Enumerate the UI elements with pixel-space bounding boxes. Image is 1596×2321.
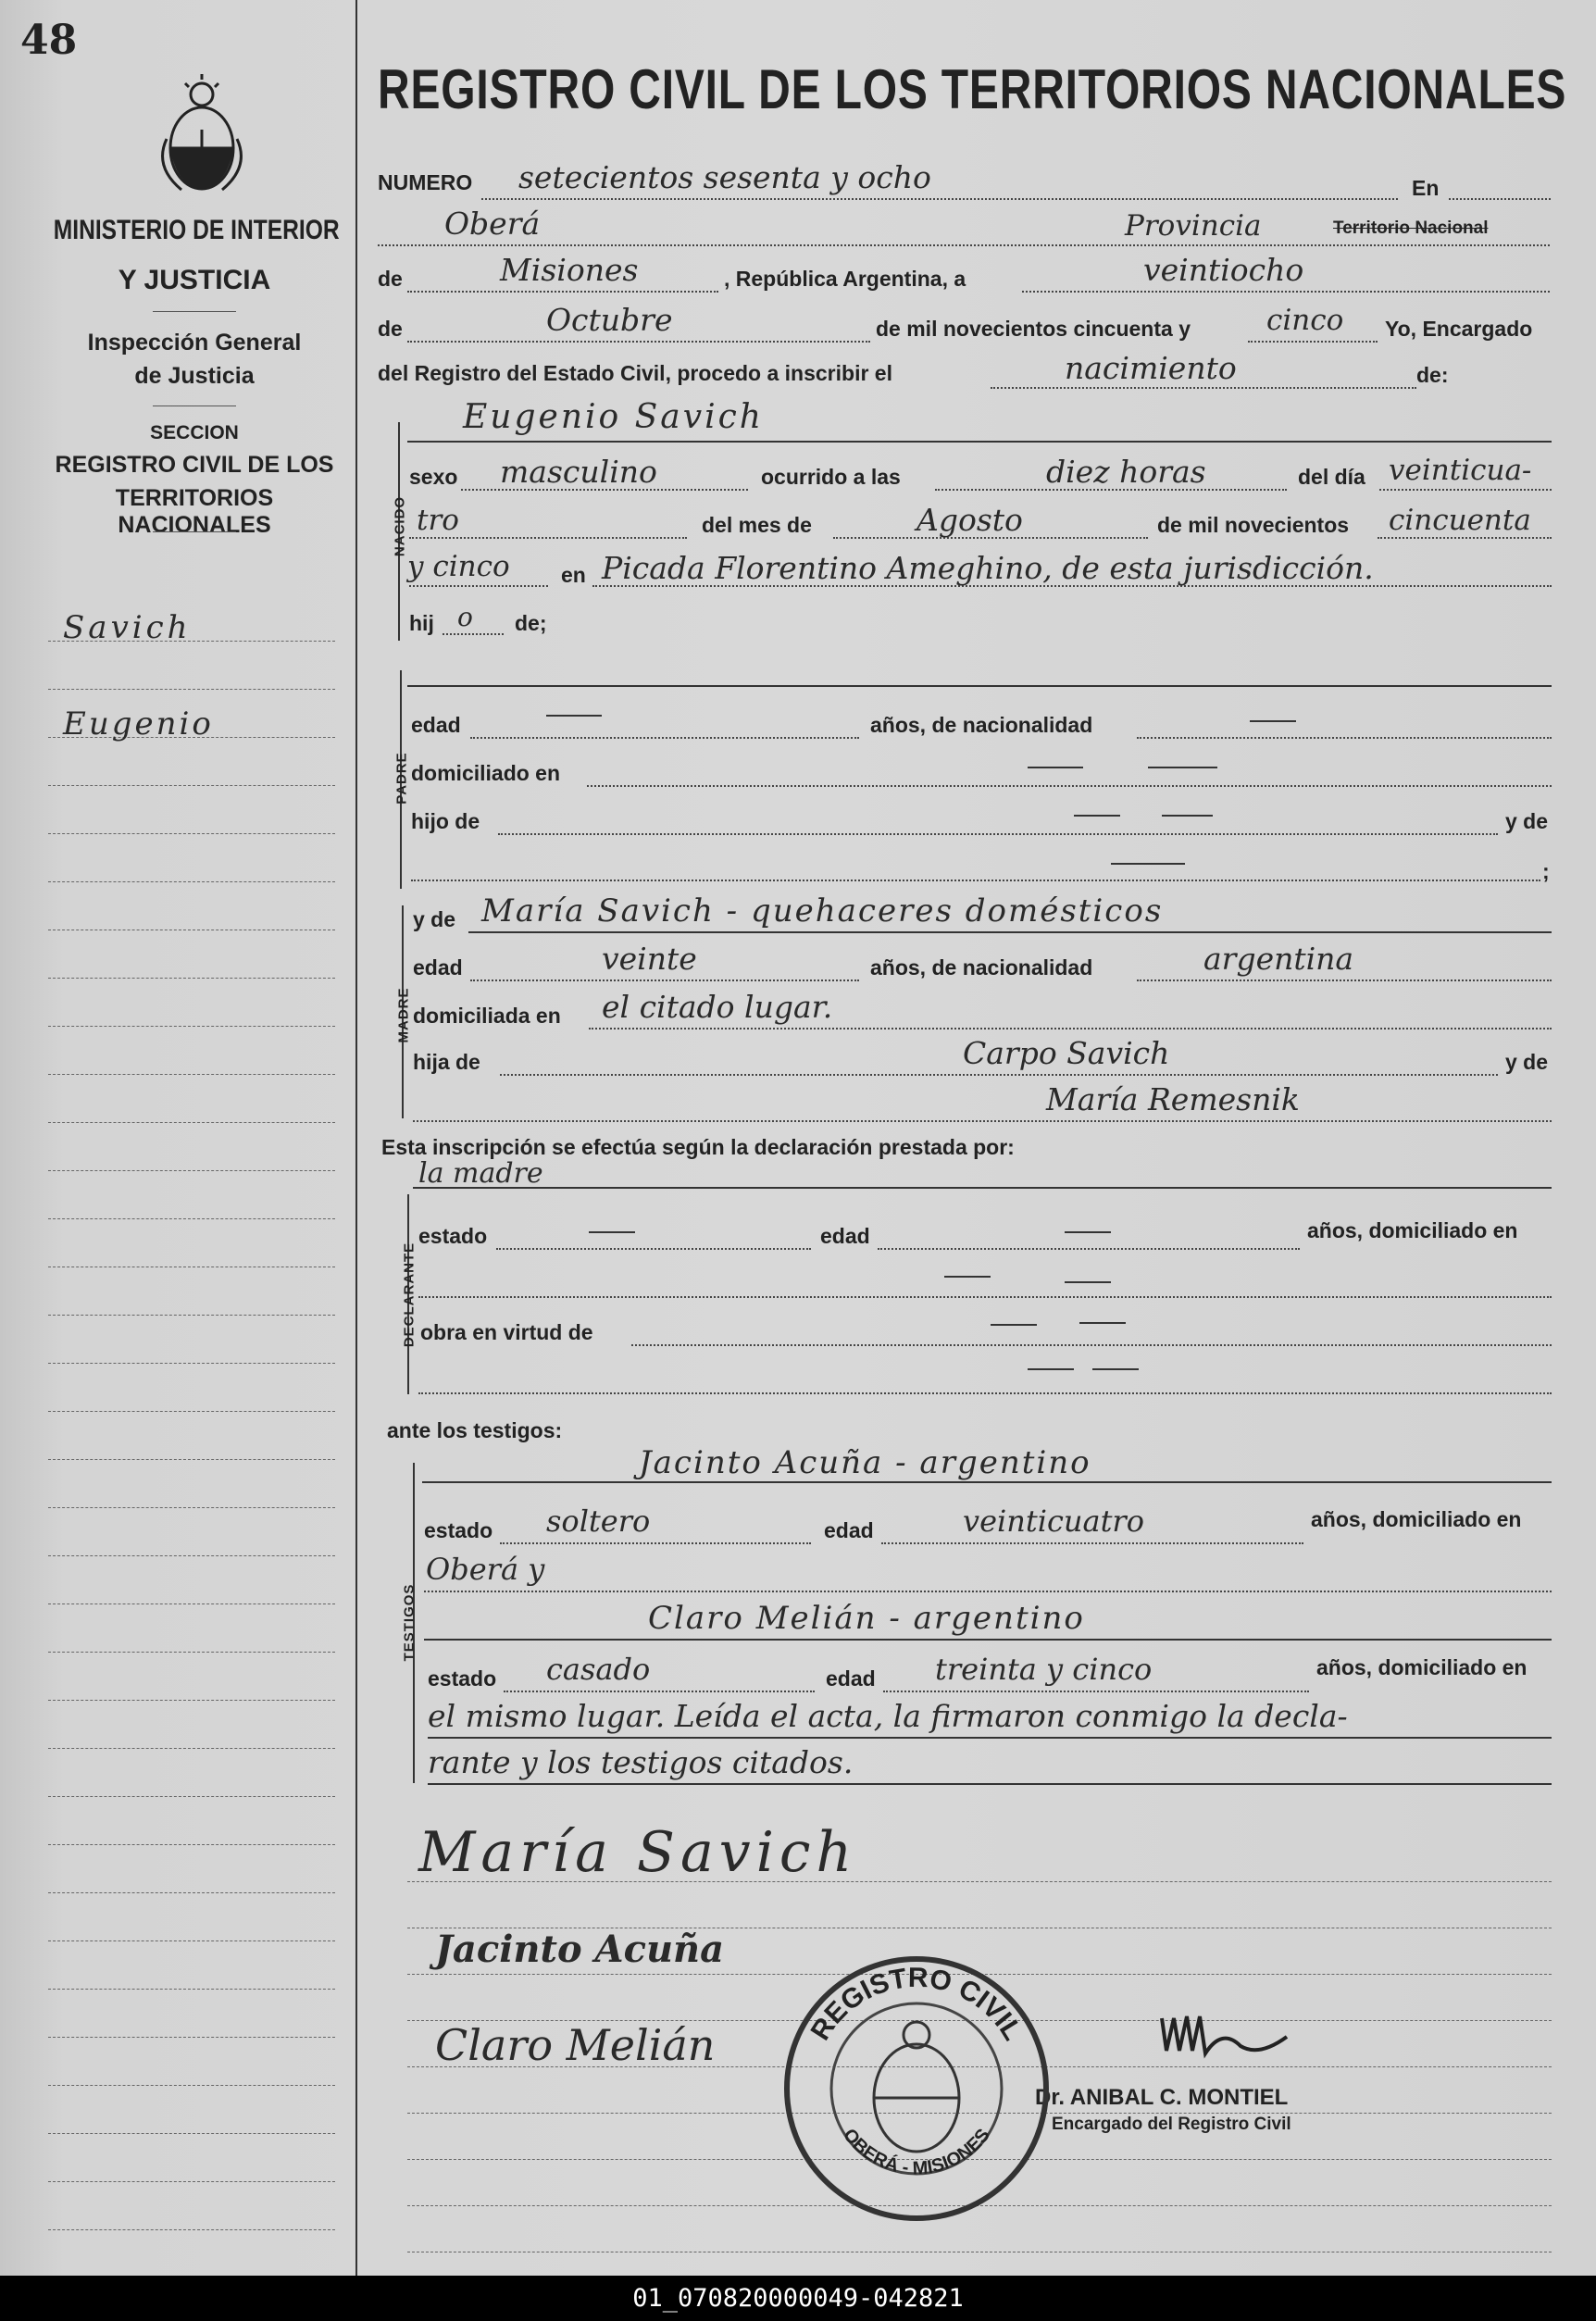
hij-handwritten: o xyxy=(457,602,473,632)
month-handwritten: Octubre xyxy=(546,302,673,338)
closing-handwritten: el mismo lugar. Leída el acta, la firmaron conmigo la decla- xyxy=(428,1698,1348,1734)
witness1-estado-handwritten: soltero xyxy=(546,1504,651,1539)
sexo-label: sexo xyxy=(409,465,458,489)
official-signature-icon xyxy=(1157,2000,1296,2065)
padre-y-de-label: y de xyxy=(1505,809,1549,833)
sexo-handwritten: masculino xyxy=(500,454,657,490)
ruled-line xyxy=(48,785,335,786)
mes-label: del mes de xyxy=(702,513,812,537)
territorio-struck: Territorio Nacional xyxy=(1333,218,1489,238)
declarante-anos-label: años, domiciliado en xyxy=(1307,1218,1518,1242)
en-label: en xyxy=(561,563,586,587)
testigos-intro: ante los testigos: xyxy=(387,1418,563,1442)
madre-y-de2-label: y de xyxy=(1505,1050,1549,1074)
ruled-line xyxy=(48,881,335,882)
year-handwritten-cont: y cinco xyxy=(407,550,510,583)
official-title: Encargado del Registro Civil xyxy=(1052,2115,1291,2134)
republica-label: , República Argentina, a xyxy=(724,267,966,291)
witness2-handwritten: Claro Melián - argentino xyxy=(648,1600,1085,1637)
ruled-line xyxy=(48,1218,335,1219)
seal-top-text: REGISTRO CIVIL xyxy=(804,1962,1029,2046)
section-label: SECCION xyxy=(150,422,239,443)
birthplace-handwritten: Picada Florentino Ameghino, de esta jurisdicción. xyxy=(602,550,1374,586)
given-name-handwritten: Eugenio xyxy=(63,705,214,742)
madre-nationality-handwritten: argentina xyxy=(1203,941,1354,977)
act-handwritten: nacimiento xyxy=(1065,350,1237,386)
testigos-anos-label: años, domiciliado en xyxy=(1311,1507,1522,1531)
padre-side-label: PADRE xyxy=(393,752,410,805)
en-label: En xyxy=(1412,176,1440,200)
padre-anos-label: años, de nacionalidad xyxy=(870,713,1093,737)
official-name: Dr. ANIBAL C. MONTIEL xyxy=(1035,2085,1289,2110)
madre-father-handwritten: Carpo Savich xyxy=(963,1035,1170,1071)
ocurrido-label: ocurrido a las xyxy=(761,465,901,489)
divider xyxy=(153,531,236,532)
ministry-line2: Y JUSTICIA xyxy=(118,265,271,295)
madre-name-handwritten: María Savich - quehaceres domésticos xyxy=(481,892,1164,930)
ruled-line xyxy=(48,1700,335,1701)
ruled-line xyxy=(48,1989,335,1990)
testigos-estado2-label: estado xyxy=(428,1666,497,1691)
signature-claro-melian: Claro Melián xyxy=(435,2020,716,2070)
coat-of-arms-icon xyxy=(154,74,250,204)
ruled-line xyxy=(48,1844,335,1845)
month-handwritten: Agosto xyxy=(916,502,1023,538)
madre-edad-handwritten: veinte xyxy=(602,941,697,977)
testigos-estado-label: estado xyxy=(424,1518,493,1542)
ruled-line xyxy=(48,2085,335,2086)
padre-edad-label: edad xyxy=(411,713,461,737)
page-number: 48 xyxy=(20,17,78,64)
ruled-line xyxy=(48,1748,335,1749)
declarante-side-label: DECLARANTE xyxy=(401,1242,418,1348)
numero-label: NUMERO xyxy=(378,170,473,194)
ruled-line xyxy=(48,1507,335,1508)
day-handwritten: veintiocho xyxy=(1143,252,1304,288)
witness1-domicile-handwritten: Oberá y xyxy=(426,1552,545,1587)
madre-mother-handwritten: María Remesnik xyxy=(1046,1081,1300,1117)
witness1-edad-handwritten: veinticuatro xyxy=(963,1504,1144,1539)
de2-label: de xyxy=(378,317,403,341)
ruled-line xyxy=(48,2181,335,2182)
testigos-edad-label: edad xyxy=(824,1518,874,1542)
madre-anos-label: años, de nacionalidad xyxy=(870,955,1093,980)
witness2-edad-handwritten: treinta y cinco xyxy=(935,1652,1153,1687)
testigos-side-label: TESTIGOS xyxy=(401,1583,418,1662)
ruled-line xyxy=(48,1122,335,1123)
declarante-estado-label: estado xyxy=(418,1224,488,1248)
place-handwritten: Oberá xyxy=(444,206,541,242)
day-handwritten-cont: tro xyxy=(417,504,459,537)
signature-maria-savich: María Savich xyxy=(418,1820,858,1885)
section-name-line2: TERRITORIOS NACIONALES xyxy=(115,485,274,538)
del-dia-label: del día xyxy=(1298,465,1365,489)
ruled-line xyxy=(48,2133,335,2134)
ruled-line xyxy=(48,1652,335,1653)
ruled-line xyxy=(48,2037,335,2038)
madre-domiciliada-label: domiciliada en xyxy=(413,1004,561,1028)
year-handwritten: cinco xyxy=(1266,304,1344,337)
nacido-name-handwritten: Eugenio Savich xyxy=(463,398,764,436)
declarante-edad-label: edad xyxy=(820,1224,870,1248)
divider xyxy=(153,311,236,312)
yo-label: Yo, Encargado xyxy=(1385,317,1533,341)
registro-civil-seal-icon xyxy=(778,1950,1055,2227)
testigos-edad2-label: edad xyxy=(826,1666,876,1691)
ruled-line xyxy=(48,689,335,690)
year-handwritten: cincuenta xyxy=(1389,504,1531,537)
mil-label: de mil novecientos xyxy=(1157,513,1350,537)
madre-side-label: MADRE xyxy=(395,987,412,1043)
ruled-line xyxy=(48,1796,335,1797)
padre-hijo-label: hijo de xyxy=(411,809,480,833)
madre-domicile-handwritten: el citado lugar. xyxy=(602,989,833,1025)
ruled-line xyxy=(48,1170,335,1171)
section-name-line1: REGISTRO CIVIL DE LOS xyxy=(55,452,334,478)
inspection-line2: de Justicia xyxy=(134,363,255,389)
signature-jacinto-acuna: Jacinto Acuña xyxy=(435,1928,725,1971)
madre-y-de-label: y de xyxy=(413,907,456,931)
ruled-line xyxy=(48,1459,335,1460)
ruled-line xyxy=(48,1892,335,1893)
declarante-obra-label: obra en virtud de xyxy=(420,1320,593,1344)
testigos-anos2-label: años, domiciliado en xyxy=(1316,1655,1527,1679)
hij-label: hij xyxy=(409,611,434,635)
witness1-handwritten: Jacinto Acuña - argentino xyxy=(639,1444,1091,1481)
madre-hija-label: hija de xyxy=(413,1050,480,1074)
province-handwritten: Misiones xyxy=(500,252,639,288)
ruled-line xyxy=(48,1363,335,1364)
ruled-line xyxy=(48,1555,335,1556)
ruled-line xyxy=(48,978,335,979)
surname-handwritten: Savich xyxy=(63,609,192,646)
ministry-line1: MINISTERIO DE INTERIOR xyxy=(53,215,340,245)
de-label: de xyxy=(378,267,403,291)
provincia-handwritten: Provincia xyxy=(1125,209,1262,243)
ruled-line xyxy=(48,2229,335,2230)
witness2-estado-handwritten: casado xyxy=(546,1652,651,1687)
ruled-line xyxy=(48,1411,335,1412)
year-label: de mil novecientos cincuenta y xyxy=(876,317,1191,341)
ruled-line xyxy=(48,833,335,834)
inspection-line1: Inspección General xyxy=(87,330,302,356)
closing-handwritten-cont: rante y los testigos citados. xyxy=(428,1744,854,1780)
declarante-intro: Esta inscripción se efectúa según la declaración prestada por: xyxy=(381,1135,1015,1159)
ruled-line xyxy=(48,1074,335,1075)
margin-rule xyxy=(355,0,357,2276)
ruled-line xyxy=(48,1603,335,1604)
hour-handwritten: diez horas xyxy=(1046,454,1206,490)
page-title: REGISTRO CIVIL DE LOS TERRITORIOS NACIONALES xyxy=(378,58,1567,120)
padre-semicolon: ; xyxy=(1542,859,1550,883)
declarante-handwritten: la madre xyxy=(418,1157,543,1190)
numero-handwritten: setecientos sesenta y ocho xyxy=(518,159,931,195)
madre-edad-label: edad xyxy=(413,955,463,980)
registro-label: del Registro del Estado Civil, procedo a inscribir el xyxy=(378,361,892,385)
day-handwritten: veinticua- xyxy=(1389,454,1532,487)
ruled-line xyxy=(48,1315,335,1316)
ruled-line xyxy=(48,1940,335,1941)
padre-domiciliado-label: domiciliado en xyxy=(411,761,561,785)
seal-bottom-text: OBERÁ - MISIONES xyxy=(839,2125,994,2179)
ruled-line xyxy=(48,1026,335,1027)
scan-footer: 01_070820000049-042821 xyxy=(0,2276,1596,2321)
hij-de-label: de; xyxy=(515,611,547,635)
nacido-side-label: NACIDO xyxy=(392,495,408,557)
de3-label: de: xyxy=(1416,363,1449,387)
